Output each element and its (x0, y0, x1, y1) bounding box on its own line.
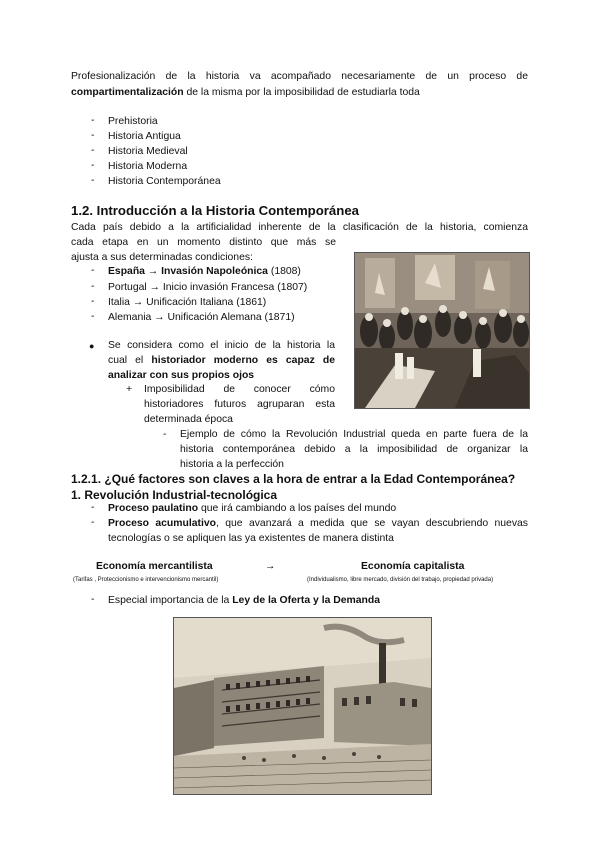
intro-rest: de la misma por la imposibilidad de estudiarla toda (183, 87, 420, 98)
country-name: Portugal (108, 282, 147, 293)
law-prefix: Especial importancia de la (108, 595, 233, 606)
factors-subtitle: 1. Revolución Industrial-tecnológica (71, 488, 278, 502)
factor-item2-bold: Proceso acumulativo (108, 518, 216, 529)
intro-bold: compartimentalización (71, 87, 184, 98)
factor-item2-rest: , que avanzará a medida que se vayan descubriendo nuevas (216, 518, 528, 529)
country-year: (1807) (274, 282, 308, 293)
intro-line-1: Profesionalización de la historia va acompañado necesariamente de un proceso de (71, 71, 528, 82)
dash-marker: - (91, 502, 95, 513)
country-year: (1861) (233, 297, 267, 308)
example-line-3: historia a la perfección (180, 459, 284, 470)
country-item (108, 296, 266, 310)
country-year: (1808) (267, 266, 301, 277)
example-line-1: Ejemplo de cómo la Revolución Industrial queda en parte fuera de la (180, 429, 528, 440)
country-event: Unificación Italiana (146, 297, 234, 308)
country-year: (1871) (261, 312, 295, 323)
factor-item-1 (108, 502, 396, 516)
dash-marker: - (91, 145, 95, 156)
dash-marker: - (91, 517, 95, 528)
country-event: Unificación Alemana (167, 312, 262, 323)
law-bold: Ley de la Oferta y la Demanda (232, 595, 381, 606)
country-item (108, 281, 307, 295)
sub-line-3: determinada época (144, 414, 233, 425)
dash-marker: - (91, 296, 95, 307)
factor-item1-rest: que irá cambiando a los países del mundo (198, 503, 397, 514)
country-item (108, 311, 295, 325)
sub-line-2: historiadores futuros agruparan esta (144, 399, 335, 410)
economy-left-title: Economía mercantilista (96, 561, 213, 572)
dash-marker: - (91, 311, 95, 322)
factors-title: 1.2.1. ¿Qué factores son claves a la hora de entrar a la Edad Contemporánea? (71, 472, 516, 486)
country-arrow: → (129, 297, 147, 308)
section-p1-line3: ajusta a sus determinadas condiciones: (71, 252, 253, 263)
bullet-dot: ● (89, 341, 95, 351)
country-event: Invasión Napoleónica (161, 266, 268, 277)
dash-marker: - (91, 175, 95, 186)
economy-right-note: (Individualismo, libre mercado, división del trabajo, propiedad privada) (307, 577, 494, 583)
intro-line-2 (71, 86, 420, 100)
factory-engraving (173, 617, 432, 795)
bullet-line-2 (108, 354, 335, 368)
dash-marker: - (91, 265, 95, 276)
factor-item1-bold: Proceso paulatino (108, 503, 199, 514)
country-name: Alemania (108, 312, 152, 323)
country-name: España (108, 266, 145, 277)
country-item (108, 265, 301, 279)
dash-marker: - (91, 594, 95, 605)
factor-item-2 (108, 517, 528, 531)
dash-marker: - (91, 130, 95, 141)
section-p1-line2: cada etapa en un momento distinto que más se (71, 237, 336, 248)
bullet-line-3 (108, 369, 254, 383)
bullet-line3-bold: analizar con sus propios ojos (108, 370, 255, 381)
dash-marker: - (163, 429, 167, 440)
factory-illustration (174, 618, 431, 794)
economy-left-note: (Tarifas , Proteccionismo e intervencionismo mercantil) (73, 577, 219, 583)
example-line-2: historia contemporánea debido a la imposibilidad de organizar la (180, 444, 528, 455)
country-name: Italia (108, 297, 130, 308)
plus-marker: + (126, 384, 133, 395)
bullet-line2-bold: historiador moderno es capaz de (151, 355, 335, 366)
period-item: Historia Antigua (108, 131, 181, 142)
country-arrow: → (144, 266, 162, 277)
country-arrow: → (151, 312, 168, 323)
dash-marker: - (91, 281, 95, 292)
dash-marker: - (91, 115, 95, 126)
section-title: 1.2. Introducción a la Historia Contemporánea (71, 203, 359, 218)
country-event: Inicio invasión Francesa (162, 282, 275, 293)
period-item: Historia Moderna (108, 161, 188, 172)
section-p1-line1: Cada país debido a la artificialidad inherente de la clasificación de la historia, comienza (71, 222, 528, 233)
bullet-line-1: Se considera como el inicio de la historia la (108, 340, 335, 351)
period-item: Historia Contemporánea (108, 176, 221, 187)
period-item: Historia Medieval (108, 146, 188, 157)
proclamation-engraving (354, 252, 530, 409)
sub-line-1: Imposibilidad de conocer cómo (144, 384, 335, 395)
economy-arrow: → (265, 561, 276, 572)
law-line (108, 594, 380, 608)
country-arrow: → (146, 282, 163, 293)
proclamation-illustration (355, 253, 529, 408)
economy-right-title: Economía capitalista (361, 561, 465, 572)
factor-item-2-line2: tecnologías o se apliquen las ya existentes de manera distinta (108, 533, 394, 544)
bullet-line2-plain: cual el (108, 355, 152, 366)
dash-marker: - (91, 160, 95, 171)
period-item: Prehistoria (108, 116, 158, 127)
